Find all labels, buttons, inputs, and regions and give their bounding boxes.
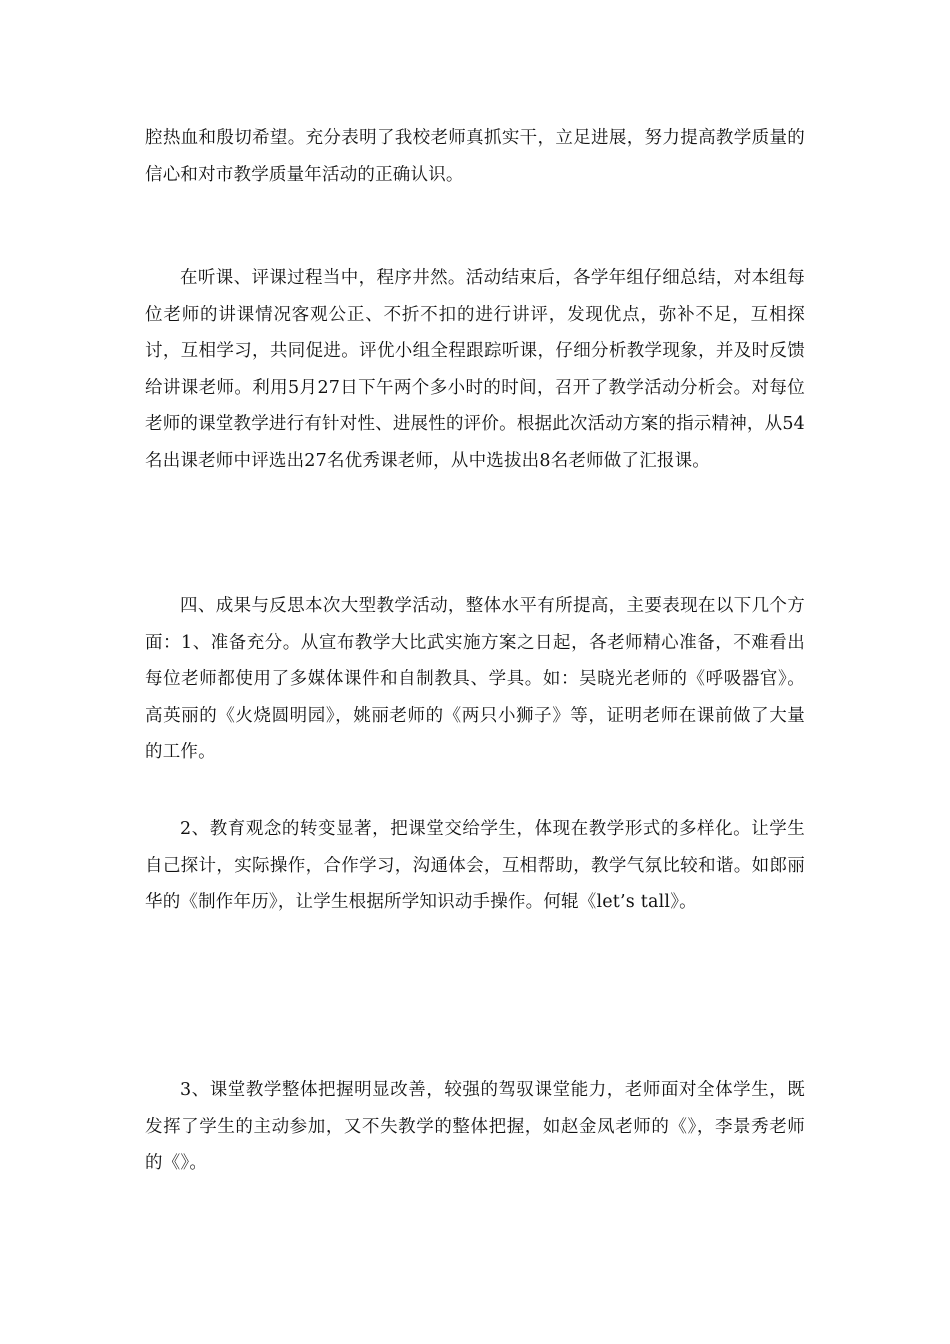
paragraph-classroom-control: 3、课堂教学整体把握明显改善，较强的驾驭课堂能力，老师面对全体学生，既发挥了学生的主动参加，又不失教学的整体把握，如赵金凤老师的《》，李景秀老师的《》。 [145, 1080, 805, 1173]
paragraph-continuation: 腔热血和殷切希望。充分表明了我校老师真抓实干，立足进展，努力提高教学质量的信心和对市教学质量年活动的正确认识。 [145, 128, 805, 185]
paragraph-results-reflection: 四、成果与反思本次大型教学活动，整体水平有所提高，主要表现在以下几个方面：1、准备充分。从宣布教学大比武实施方案之日起，各老师精心准备，不难看出每位老师都使用了多媒体课件和自制教具、学具。如：吴晓光老师的《呼吸器官》。高英丽的《火烧圆明园》，姚丽老师的《两只小狮子》等，证明老师在课前做了大量的工作。 [145, 596, 805, 762]
paragraph-lesson-evaluation: 在听课、评课过程当中，程序井然。活动结束后，各学年组仔细总结，对本组每位老师的讲课情况客观公正、不折不扣的进行讲评，发现优点，弥补不足，互相探讨，互相学习，共同促进。评优小组全程跟踪听课，仔细分析教学现象，并及时反馈给讲课老师。利用5月27日下午两个多小时的时间，召开了教学活动分析会。对每位老师的课堂教学进行有针对性、进展性的评价。根据此次活动方案的指示精神，从54名出课老师中评选出27名优秀课老师，从中选拔出8名老师做了汇报课。 [145, 268, 805, 471]
paragraph-education-concept: 2、教育观念的转变显著，把课堂交给学生，体现在教学形式的多样化。让学生自己探计，实际操作，合作学习，沟通体会，互相帮助，教学气氛比较和谐。如郎丽华的《制作年历》，让学生根据所学知识动手操作。何辊《let’s tall》。 [145, 819, 805, 912]
